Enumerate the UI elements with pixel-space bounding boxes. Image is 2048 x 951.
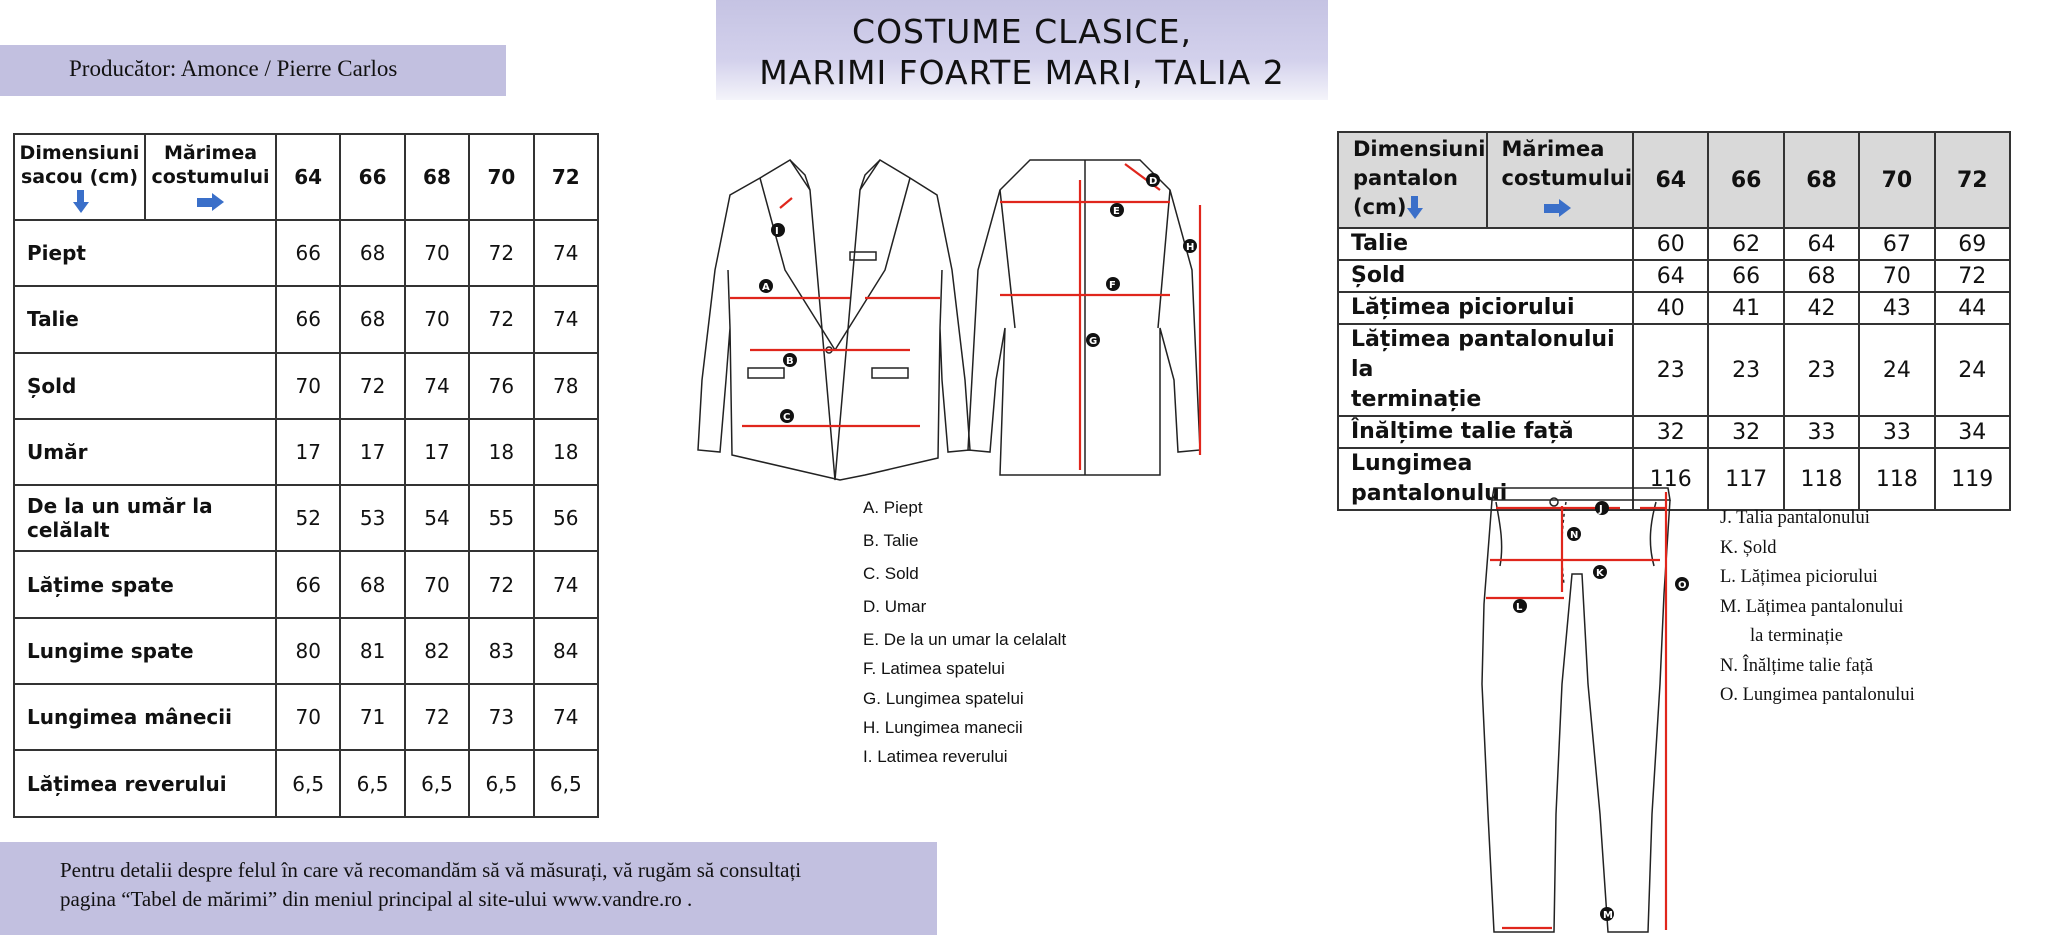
table-cell: 118 [1784, 448, 1859, 510]
table-cell: 74 [534, 286, 598, 352]
header-size-cell [145, 134, 276, 220]
table-cell: 73 [469, 684, 533, 750]
table-cell: 117 [1708, 448, 1783, 510]
legend-item [863, 746, 1066, 768]
table-cell: 24 [1859, 324, 1934, 416]
row-label-line1: Lățimea pantalonului la [1351, 327, 1615, 382]
table-header-row [1338, 132, 2010, 228]
size-header: 68 [405, 134, 469, 220]
table-header-row [14, 134, 598, 220]
table-cell: 74 [534, 684, 598, 750]
arrow-down-icon [1407, 196, 1421, 220]
trouser-diagram [1470, 484, 1700, 944]
table-cell: 34 [1935, 416, 2010, 448]
producer-text: Producător: Amonce / Pierre Carlos [69, 56, 398, 81]
trouser-legend [1720, 504, 1915, 711]
legend-letter: F. [863, 659, 877, 679]
svg-text:M: M [1603, 910, 1613, 921]
legend-item: K. Șold [1720, 537, 1777, 558]
svg-text:L: L [1516, 602, 1523, 613]
table-cell: 119 [1935, 448, 2010, 510]
legend-text: Lungimea spatelui [885, 688, 1024, 708]
table-cell: 18 [534, 419, 598, 485]
table-cell: 62 [1708, 228, 1783, 260]
svg-text:O: O [1678, 580, 1687, 591]
table-cell: 56 [534, 485, 598, 551]
table-cell: 70 [405, 286, 469, 352]
table-cell: 43 [1859, 292, 1934, 324]
table-cell: 52 [276, 485, 340, 551]
header-size-line1: Mărimea [163, 142, 258, 164]
table-cell: 18 [469, 419, 533, 485]
table-row [14, 419, 598, 485]
header-dimensions-cell [14, 134, 145, 220]
svg-text:K: K [1596, 568, 1604, 579]
table-row [14, 220, 598, 286]
table-cell: 70 [405, 551, 469, 617]
table-cell: 118 [1859, 448, 1934, 510]
title-line-1: COSTUME CLASICE, [852, 12, 1192, 51]
svg-text:C: C [783, 412, 791, 423]
row-label: Piept [14, 220, 276, 286]
legend-text: Umar [884, 597, 927, 617]
svg-text:J: J [1599, 504, 1603, 515]
note-line-2: pagina “Tabel de mărimi” din meniul principal al site-ului www.vandre.ro . [60, 887, 693, 911]
table-row [14, 286, 598, 352]
legend-item [863, 497, 1066, 519]
table-cell: 68 [340, 286, 404, 352]
table-cell: 74 [534, 220, 598, 286]
table-cell: 66 [276, 551, 340, 617]
arrow-down-icon [73, 190, 87, 214]
trouser-size-table [1337, 131, 2011, 511]
header-dimensions-line3: (cm) [1353, 195, 1407, 219]
legend-item [863, 629, 1066, 651]
table-cell: 33 [1859, 416, 1934, 448]
legend-letter: B. [863, 531, 880, 551]
size-header: 68 [1784, 132, 1859, 228]
table-row [14, 485, 598, 551]
table-cell: 70 [276, 684, 340, 750]
row-label-line2: terminație [1351, 387, 1482, 412]
legend-item [863, 717, 1066, 739]
header-size-line2: costumului [151, 166, 270, 188]
row-label: Talie [1338, 228, 1633, 260]
table-cell: 17 [340, 419, 404, 485]
legend-letter: H. [863, 717, 880, 737]
legend-letter: C. [863, 564, 880, 584]
table-cell: 55 [469, 485, 533, 551]
legend-text: Lungimea manecii [884, 717, 1023, 737]
table-cell: 54 [405, 485, 469, 551]
title-line-2: MARIMI FOARTE MARI, TALIA 2 [759, 53, 1285, 92]
table-cell: 82 [405, 618, 469, 684]
table-cell: 69 [1935, 228, 2010, 260]
table-cell: 68 [340, 220, 404, 286]
table-cell: 6,5 [469, 750, 533, 816]
svg-text:N: N [1570, 530, 1579, 541]
legend-item: O. Lungimea pantalonului [1720, 685, 1915, 705]
header-dimensions-line1: Dimensiuni [19, 142, 140, 164]
row-label: Lățime spate [14, 551, 276, 617]
table-row [14, 684, 598, 750]
table-cell: 60 [1633, 228, 1708, 260]
table-cell: 6,5 [405, 750, 469, 816]
legend-letter: E. [863, 630, 880, 650]
header-dimensions-line2: pantalon [1353, 166, 1458, 190]
svg-text:D: D [1149, 176, 1158, 187]
header-size-cell [1487, 132, 1634, 228]
legend-text: Sold [884, 564, 919, 584]
page-title [716, 0, 1328, 100]
legend-item [863, 530, 1066, 552]
producer-banner [0, 45, 506, 96]
legend-item: la terminație [1750, 626, 1843, 646]
table-cell: 40 [1633, 292, 1708, 324]
table-cell: 80 [276, 618, 340, 684]
table-cell: 84 [534, 618, 598, 684]
row-label: Lungimea pantalonului [1338, 448, 1633, 510]
table-cell: 17 [276, 419, 340, 485]
legend-item [863, 563, 1066, 585]
row-label: Șold [1338, 260, 1633, 292]
header-size-line2: costumului [1501, 166, 1633, 190]
legend-text: Talie [883, 531, 919, 551]
jacket-legend [863, 497, 1066, 768]
table-cell: 66 [1708, 260, 1783, 292]
svg-text:G: G [1089, 336, 1098, 347]
legend-text: De la un umar la celalalt [883, 630, 1067, 650]
measurement-note [0, 842, 937, 935]
jacket-size-table [13, 133, 599, 818]
table-cell: 23 [1708, 324, 1783, 416]
table-cell: 116 [1633, 448, 1708, 510]
table-row [1338, 416, 2010, 448]
row-label: Lungime spate [14, 618, 276, 684]
row-label: Lungimea mânecii [14, 684, 276, 750]
table-cell: 32 [1708, 416, 1783, 448]
table-cell: 42 [1784, 292, 1859, 324]
table-row [1338, 292, 2010, 324]
table-cell: 74 [405, 353, 469, 419]
table-cell: 33 [1784, 416, 1859, 448]
arrow-right-icon [197, 193, 225, 211]
table-cell: 6,5 [340, 750, 404, 816]
table-row [14, 353, 598, 419]
table-row [14, 618, 598, 684]
table-cell: 32 [1633, 416, 1708, 448]
table-cell: 83 [469, 618, 533, 684]
size-header: 72 [534, 134, 598, 220]
table-cell: 44 [1935, 292, 2010, 324]
table-cell: 66 [276, 286, 340, 352]
table-cell: 74 [534, 551, 598, 617]
header-dimensions-line2: sacou (cm) [20, 166, 138, 188]
size-header: 70 [1859, 132, 1934, 228]
table-cell: 72 [405, 684, 469, 750]
size-header: 64 [276, 134, 340, 220]
row-label: Înălțime talie față [1338, 416, 1633, 448]
table-cell: 70 [276, 353, 340, 419]
size-header: 72 [1935, 132, 2010, 228]
svg-text:B: B [786, 356, 794, 367]
svg-text:H: H [1186, 242, 1195, 253]
table-cell: 64 [1784, 228, 1859, 260]
legend-item: M. Lățimea pantalonului [1720, 596, 1904, 617]
table-cell: 6,5 [534, 750, 598, 816]
size-header: 70 [469, 134, 533, 220]
note-line-1: Pentru detalii despre felul în care vă recomandăm să vă măsurați, vă rugăm să consultați [60, 858, 802, 882]
legend-text: Piept [883, 498, 923, 517]
table-cell: 70 [405, 220, 469, 286]
row-label: De la un umăr la celălalt [14, 485, 276, 551]
table-cell: 68 [1784, 260, 1859, 292]
header-size-line1: Mărimea [1501, 137, 1605, 161]
table-cell: 72 [469, 220, 533, 286]
table-cell: 24 [1935, 324, 2010, 416]
header-dimensions-line1: Dimensiuni [1353, 137, 1486, 161]
svg-text:F: F [1109, 280, 1116, 291]
table-cell: 81 [340, 618, 404, 684]
table-cell: 17 [405, 419, 469, 485]
table-cell: 72 [1935, 260, 2010, 292]
row-label: Lățimea reverului [14, 750, 276, 816]
row-label: Umăr [14, 419, 276, 485]
table-cell: 41 [1708, 292, 1783, 324]
table-cell: 72 [469, 286, 533, 352]
legend-item: N. Înălțime talie față [1720, 655, 1874, 676]
svg-text:A: A [762, 282, 770, 293]
svg-text:I: I [775, 226, 779, 237]
size-header: 66 [1708, 132, 1783, 228]
table-cell: 66 [276, 220, 340, 286]
svg-text:E: E [1113, 206, 1120, 217]
table-cell: 72 [340, 353, 404, 419]
size-header: 64 [1633, 132, 1708, 228]
table-row [1338, 228, 2010, 260]
arrow-right-icon [1544, 199, 1572, 217]
legend-letter: D. [863, 597, 880, 617]
legend-letter: G. [863, 688, 881, 708]
table-cell: 71 [340, 684, 404, 750]
row-label: Șold [14, 353, 276, 419]
row-label [1338, 324, 1633, 416]
row-label: Lățimea piciorului [1338, 292, 1633, 324]
table-cell: 68 [340, 551, 404, 617]
table-cell: 78 [534, 353, 598, 419]
table-cell: 67 [1859, 228, 1934, 260]
jacket-front-drawing [698, 160, 970, 480]
legend-item: L. Lățimea piciorului [1720, 567, 1878, 587]
header-dimensions-cell [1338, 132, 1487, 228]
legend-item [863, 658, 1066, 680]
table-row [1338, 260, 2010, 292]
row-label: Talie [14, 286, 276, 352]
table-cell: 70 [1859, 260, 1934, 292]
legend-item [863, 688, 1066, 710]
jacket-back-drawing [968, 160, 1200, 475]
table-cell: 72 [469, 551, 533, 617]
jacket-diagram [690, 150, 1250, 490]
table-cell: 76 [469, 353, 533, 419]
legend-item [863, 596, 1066, 618]
legend-item: J. Talia pantalonului [1720, 508, 1870, 528]
table-cell: 64 [1633, 260, 1708, 292]
table-cell: 23 [1784, 324, 1859, 416]
table-row [14, 551, 598, 617]
legend-text: Latimea spatelui [880, 659, 1005, 679]
table-cell: 23 [1633, 324, 1708, 416]
table-cell: 6,5 [276, 750, 340, 816]
legend-letter: I. [863, 746, 873, 766]
size-header: 66 [340, 134, 404, 220]
table-row [14, 750, 598, 816]
table-row [1338, 324, 2010, 416]
legend-text: Latimea reverului [877, 746, 1008, 766]
legend-letter: A. [863, 498, 880, 517]
table-cell: 53 [340, 485, 404, 551]
